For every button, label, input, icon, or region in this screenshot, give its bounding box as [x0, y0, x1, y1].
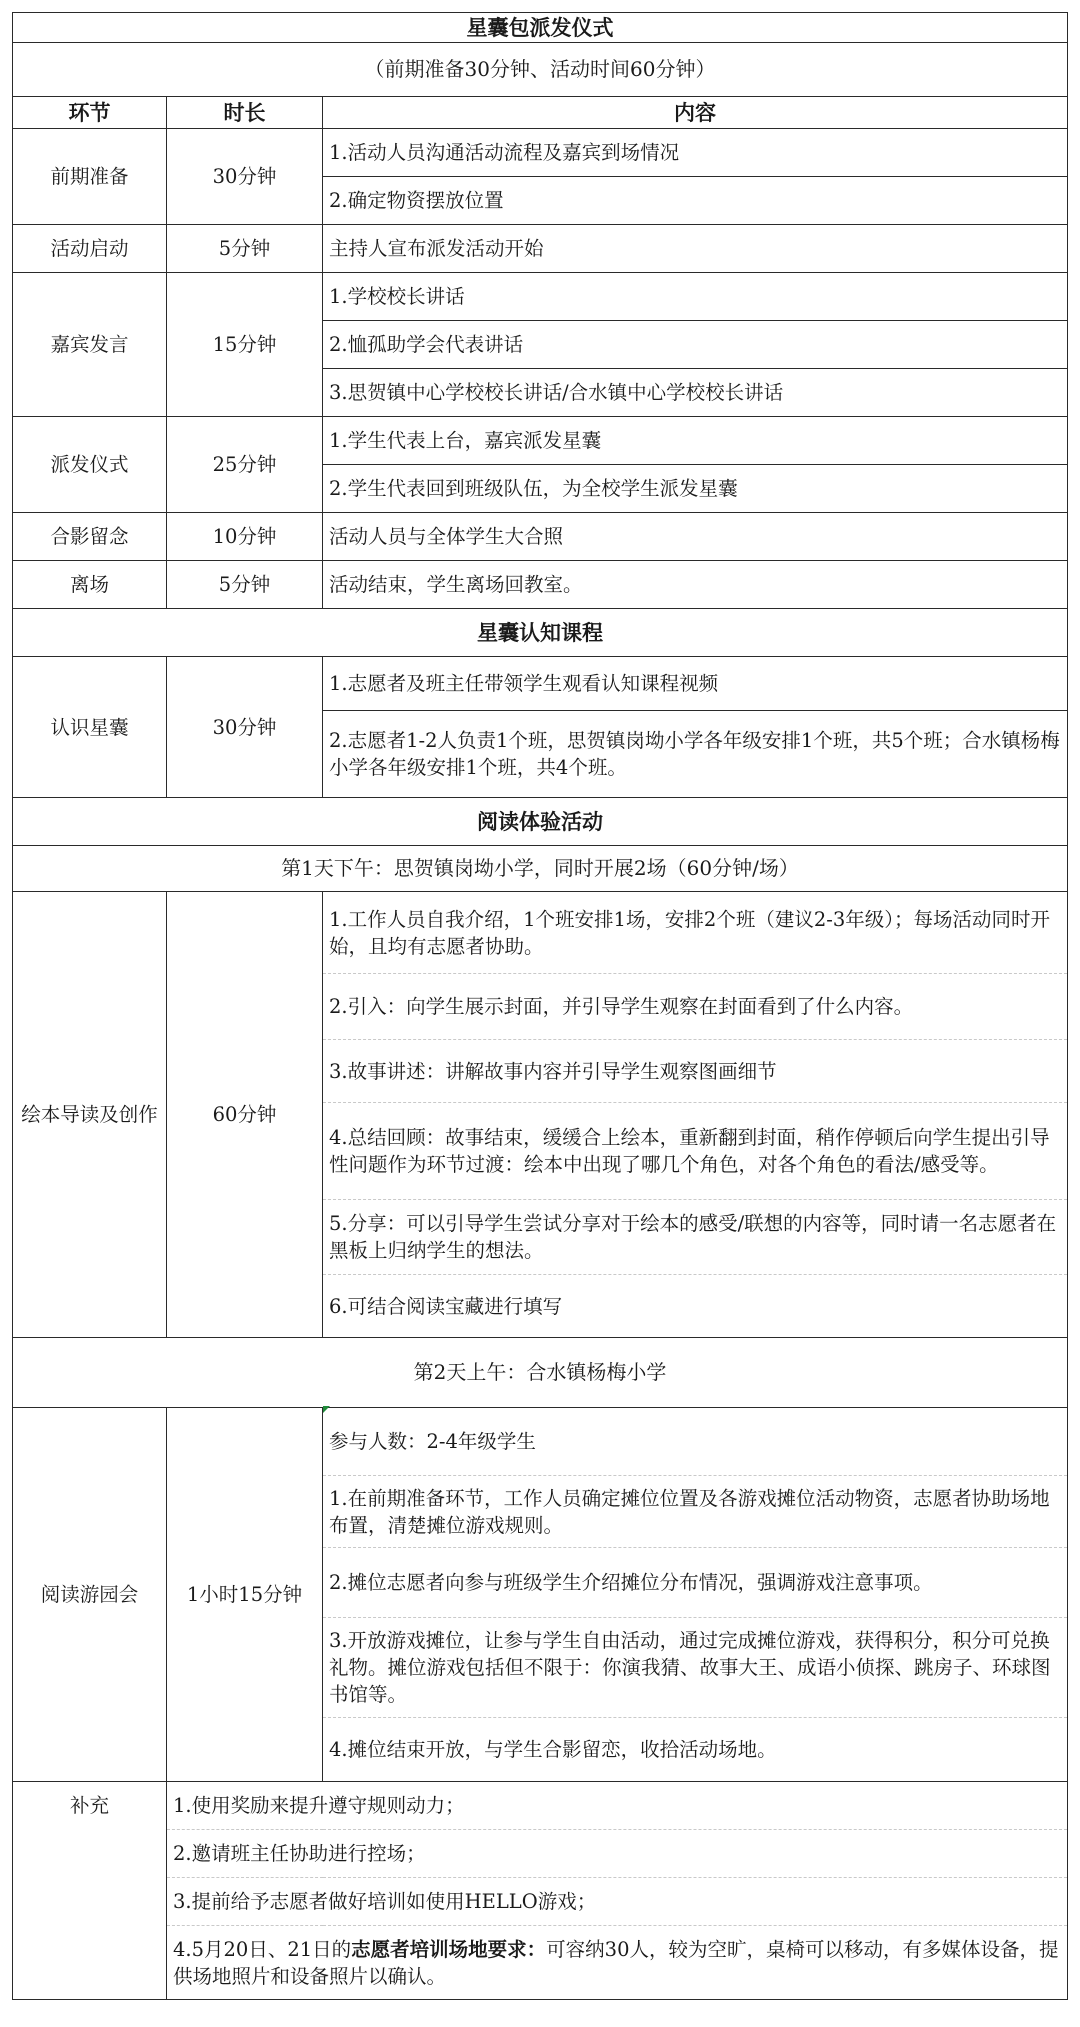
header-stage: 环节: [13, 97, 167, 129]
content-cell: 6.可结合阅读宝藏进行填写: [323, 1275, 1068, 1338]
stage-cell: 活动启动: [13, 225, 167, 273]
plan-table: [12, 12, 1068, 2000]
content-cell: 活动人员与全体学生大合照: [323, 513, 1068, 561]
content-cell: 1.在前期准备环节，工作人员确定摊位位置及各游戏摊位活动物资，志愿者协助场地布置，清楚摊位游戏规则。: [323, 1476, 1068, 1548]
stage-cell: 合影留念: [13, 513, 167, 561]
content-cell: 3.故事讲述：讲解故事内容并引导学生观察图画细节: [323, 1040, 1068, 1103]
duration-cell: 10分钟: [167, 513, 323, 561]
content-cell: 3.思贺镇中心学校校长讲话/合水镇中心学校校长讲话: [323, 369, 1068, 417]
cell-note-marker-icon: [323, 1406, 330, 1413]
stage-cell: 嘉宾发言: [13, 273, 167, 417]
section-title-reading: 阅读体验活动: [13, 798, 1068, 846]
page-title: 星囊包派发仪式: [13, 13, 1068, 43]
content-cell: 5.分享：可以引导学生尝试分享对于绘本的感受/联想的内容等，同时请一名志愿者在黑板上归纳学生的想法。: [323, 1200, 1068, 1275]
content-cell: 2.学生代表回到班级队伍，为全校学生派发星囊: [323, 465, 1068, 513]
content-cell: 2.恤孤助学会代表讲话: [323, 321, 1068, 369]
duration-cell: 1小时15分钟: [167, 1408, 323, 1782]
stage-cell: 认识星囊: [13, 657, 167, 798]
supplement-item-4-prefix: 4.5月20日、21日的: [173, 1937, 352, 1961]
content-cell: 1.志愿者及班主任带领学生观看认知课程视频: [323, 657, 1068, 711]
supplement-item-4-emphasis: 志愿者培训场地要求：: [351, 1937, 547, 1961]
content-cell: 2.引入：向学生展示封面，并引导学生观察在封面看到了什么内容。: [323, 974, 1068, 1040]
day1-heading: 第1天下午：思贺镇岗坳小学，同时开展2场（60分钟/场）: [13, 846, 1068, 892]
stage-cell: 前期准备: [13, 129, 167, 225]
content-cell: 参与人数：2-4年级学生: [323, 1408, 1068, 1476]
supplement-item-4-text: 可容纳30人，较为空旷，桌椅可以移动，有多媒体设备，提供场地照片和设备照片以确认。: [173, 1937, 1059, 1988]
content-cell: 2.摊位志愿者向参与班级学生介绍摊位分布情况，强调游戏注意事项。: [323, 1548, 1068, 1618]
supplement-label: 补充: [13, 1782, 167, 2000]
content-cell: 1.学生代表上台，嘉宾派发星囊: [323, 417, 1068, 465]
activity-plan-sheet: [12, 12, 1067, 2000]
content-cell: 1.工作人员自我介绍，1个班安排1场，安排2个班（建议2-3年级）；每场活动同时开始，且均有志愿者协助。: [323, 892, 1068, 974]
duration-cell: 30分钟: [167, 657, 323, 798]
duration-cell: 25分钟: [167, 417, 323, 513]
duration-cell: 30分钟: [167, 129, 323, 225]
header-duration: 时长: [167, 97, 323, 129]
page-subtitle: （前期准备30分钟、活动时间60分钟）: [13, 43, 1068, 97]
supplement-item: 1.使用奖励来提升遵守规则动力；: [167, 1782, 1068, 1830]
content-cell: 活动结束，学生离场回教室。: [323, 561, 1068, 609]
duration-cell: 5分钟: [167, 225, 323, 273]
content-cell: 1.学校校长讲话: [323, 273, 1068, 321]
duration-cell: 5分钟: [167, 561, 323, 609]
section-title-course: 星囊认知课程: [13, 609, 1068, 657]
content-cell: 3.开放游戏摊位，让参与学生自由活动，通过完成摊位游戏，获得积分，积分可兑换礼物。摊位游戏包括但不限于：你演我猜、故事大王、成语小侦探、跳房子、环球图书馆等。: [323, 1618, 1068, 1718]
duration-cell: 60分钟: [167, 892, 323, 1338]
stage-cell: 绘本导读及创作: [13, 892, 167, 1338]
header-content: 内容: [323, 97, 1068, 129]
stage-cell: 阅读游园会: [13, 1408, 167, 1782]
supplement-item: 2.邀请班主任协助进行控场；: [167, 1830, 1068, 1878]
stage-cell: 离场: [13, 561, 167, 609]
content-cell: 2.志愿者1-2人负责1个班，思贺镇岗坳小学各年级安排1个班，共5个班；合水镇杨梅小学各年级安排1个班，共4个班。: [323, 711, 1068, 798]
content-cell: 2.确定物资摆放位置: [323, 177, 1068, 225]
content-cell: 4.摊位结束开放，与学生合影留恋，收拾活动场地。: [323, 1718, 1068, 1782]
stage-cell: 派发仪式: [13, 417, 167, 513]
content-cell: 主持人宣布派发活动开始: [323, 225, 1068, 273]
day2-heading: 第2天上午：合水镇杨梅小学: [13, 1338, 1068, 1408]
content-cell: 4.总结回顾：故事结束，缓缓合上绘本，重新翻到封面，稍作停顿后向学生提出引导性问题作为环节过渡：绘本中出现了哪几个角色，对各个角色的看法/感受等。: [323, 1103, 1068, 1200]
supplement-item-4: [167, 1926, 1068, 2000]
content-cell: 1.活动人员沟通活动流程及嘉宾到场情况: [323, 129, 1068, 177]
supplement-item: 3.提前给予志愿者做好培训如使用HELLO游戏；: [167, 1878, 1068, 1926]
duration-cell: 15分钟: [167, 273, 323, 417]
